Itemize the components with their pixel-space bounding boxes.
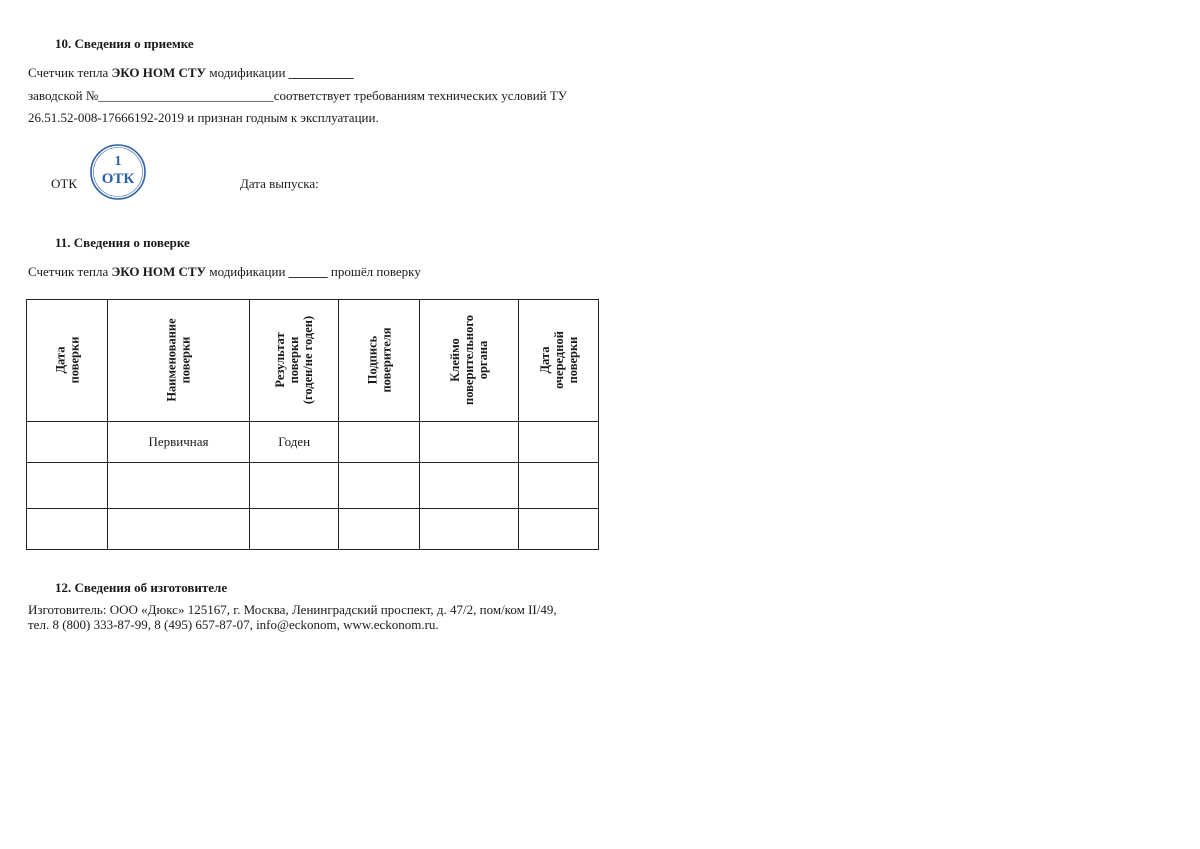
table-cell[interactable]: Годен (250, 422, 339, 463)
verification-line-prefix: Счетчик тепла (28, 264, 112, 279)
table-cell[interactable] (519, 509, 599, 550)
verification-line-suffix: прошёл поверку (327, 264, 421, 279)
header-cell (339, 300, 420, 422)
table-cell[interactable] (420, 422, 519, 463)
table-cell[interactable] (27, 422, 108, 463)
otk-label: ОТК (51, 176, 77, 191)
acceptance-line-1-prefix: Счетчик тепла (28, 65, 112, 80)
table-cell[interactable] (108, 463, 250, 509)
table-row (27, 509, 599, 550)
table-cell[interactable] (250, 463, 339, 509)
acceptance-line-2: заводской №___________________________соответствует требованиям технических условий ТУ (28, 88, 568, 103)
acceptance-line-1-suffix: модификации (206, 65, 289, 80)
table-cell[interactable] (339, 463, 420, 509)
table-cell[interactable] (27, 509, 108, 550)
header-next-verification-date: Дата очередной поверки (537, 331, 580, 389)
stamp-text: ОТК (101, 171, 135, 187)
table-cell[interactable] (250, 509, 339, 550)
table-cell[interactable] (339, 422, 420, 463)
table-header-row (27, 300, 599, 422)
table-cell[interactable]: Первичная (108, 422, 250, 463)
header-cell (250, 300, 339, 422)
table-row (27, 463, 599, 509)
header-verification-date: Дата поверки (52, 336, 81, 384)
table-cell[interactable] (339, 509, 420, 550)
section-10-title: 10. Сведения о приемке (55, 36, 194, 51)
modification-blank: ______ (288, 264, 328, 279)
table-cell[interactable] (519, 463, 599, 509)
manufacturer-address: Изготовитель: ООО «Дюкс» 125167, г. Москва, Ленинградский проспект, д. 47/2, пом/ком II/49, (28, 602, 557, 617)
table-cell[interactable] (420, 509, 519, 550)
header-verification-name: Наименование поверки (164, 318, 193, 402)
header-verifier-signature: Подпись поверителя (365, 327, 394, 393)
header-verification-result: Результат поверки (годен/не годен) (273, 315, 316, 405)
table-cell[interactable] (519, 422, 599, 463)
verification-line (28, 264, 421, 280)
acceptance-line-3: 26.51.52-008-17666192-2019 и признан годным к эксплуатации. (28, 110, 379, 125)
product-name: ЭКО НОМ СТУ (111, 65, 207, 80)
verification-line-mid: модификации (206, 264, 289, 279)
stamp-number: 1 (114, 154, 122, 169)
otk-stamp (89, 143, 147, 201)
release-date-label: Дата выпуска: (240, 176, 319, 191)
table-row (27, 422, 599, 463)
product-name: ЭКО НОМ СТУ (111, 264, 207, 279)
verification-table (26, 299, 599, 550)
header-verifier-mark: Клеймо поверительного органа (448, 315, 491, 405)
table-cell[interactable] (108, 509, 250, 550)
manufacturer-contacts: тел. 8 (800) 333-87-99, 8 (495) 657-87-07, info@eckonom, www.eckonom.ru. (28, 617, 439, 632)
header-cell (108, 300, 250, 422)
acceptance-line-1 (28, 65, 354, 81)
header-cell (420, 300, 519, 422)
section-11-title: 11. Сведения о поверке (55, 235, 190, 250)
section-12-title: 12. Сведения об изготовителе (55, 580, 228, 595)
table-cell[interactable] (27, 463, 108, 509)
table-cell[interactable] (420, 463, 519, 509)
modification-blank: __________ (288, 65, 354, 80)
header-cell (519, 300, 599, 422)
header-cell (27, 300, 108, 422)
